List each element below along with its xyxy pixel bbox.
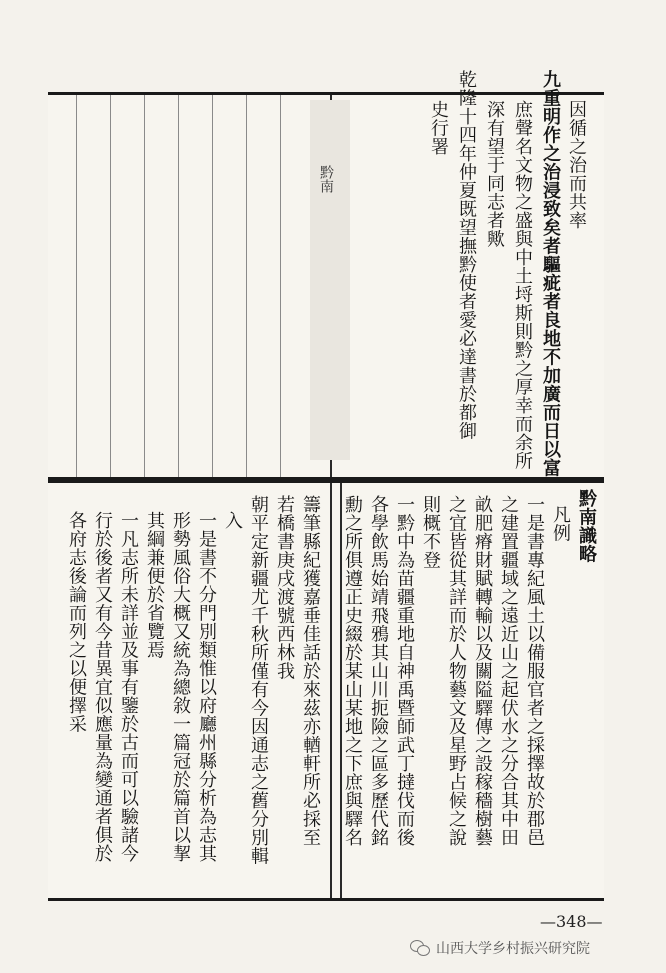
text-column: 籌筆縣紀獲嘉垂佳話於來茲亦輶軒所必採至 (300, 495, 321, 847)
text-column: 勳之所俱遵正史綴於某山某地之下庶與驛名 (342, 495, 363, 847)
ruled-line (212, 95, 213, 477)
text-column: 一是書不分門別類惟以府廳州縣分析為志其 (196, 511, 217, 863)
text-column: 入 (222, 511, 243, 530)
ruled-line (246, 95, 247, 477)
text-column: 形勢風俗大概又統為總敘一篇冠於篇首以挈 (170, 511, 191, 863)
text-column: 庶聲名文物之盛與中土埒斯則黔之厚幸而余所 (512, 100, 533, 470)
text-column: 史行署 (428, 100, 449, 156)
text-column: 畝肥瘠財賦轉輸以及關隘驛傳之設稼穡樹藝 (472, 495, 493, 847)
text-column: 乾隆十四年仲夏既望撫黔使者愛必達書於都御 (456, 70, 477, 440)
text-column: 一是書專紀風土以備服官者之採擇故於郡邑 (524, 495, 545, 847)
text-column: 各學飲馬始靖飛鴉其山川扼險之區多歷代銘 (368, 495, 389, 847)
text-column: 朝平定新疆尤千秋所僅有今因通志之舊分別輯 (248, 495, 269, 865)
ruled-line (110, 95, 111, 477)
bottom-book-spread (48, 480, 604, 901)
watermark (410, 938, 590, 958)
text-column: 九重明作之治浸致矣者驅疵者良地不加廣而日以富 (540, 70, 561, 477)
bottom-right-page (340, 483, 606, 898)
text-column: 其綱兼便於省覽焉 (144, 511, 165, 659)
text-column: 因循之治而共率 (566, 100, 587, 230)
section-heading: 凡例 (550, 505, 571, 542)
book-title: 黔南識略 (576, 489, 597, 563)
text-column: 深有望于同志者歟 (484, 100, 505, 248)
text-column: 之宜皆從其詳而於人物藝文及星野占候之說 (446, 495, 467, 847)
watermark-text: 山西大学乡村振兴研究院 (436, 941, 590, 957)
top-left-page (48, 95, 332, 477)
text-column: 之建置疆域之遠近山之起伏水之分合其中田 (498, 495, 519, 847)
text-column: 一凡志所未詳並及事有鑒於古而可以驗諸今 (118, 511, 139, 863)
text-column: 則概不登 (420, 495, 441, 569)
wechat-icon (410, 940, 430, 956)
ruled-line (144, 95, 145, 477)
ruled-line (280, 95, 281, 477)
text-column: 各府志後論而列之以便擇采 (66, 511, 87, 733)
text-column: 一黔中為苗疆重地自神禹暨師武丁撻伐而後 (394, 495, 415, 847)
bottom-left-page (48, 483, 332, 898)
top-right-page (340, 70, 590, 477)
text-column: 行於後者又有今昔異宜似應量為變通者俱於 (92, 511, 113, 863)
fold-label: 黔南 (318, 165, 334, 193)
text-column: 若橋書庚戌渡號西林我 (274, 495, 295, 680)
ruled-line (178, 95, 179, 477)
ruled-line (76, 95, 77, 477)
page-number: —348— (540, 912, 603, 931)
